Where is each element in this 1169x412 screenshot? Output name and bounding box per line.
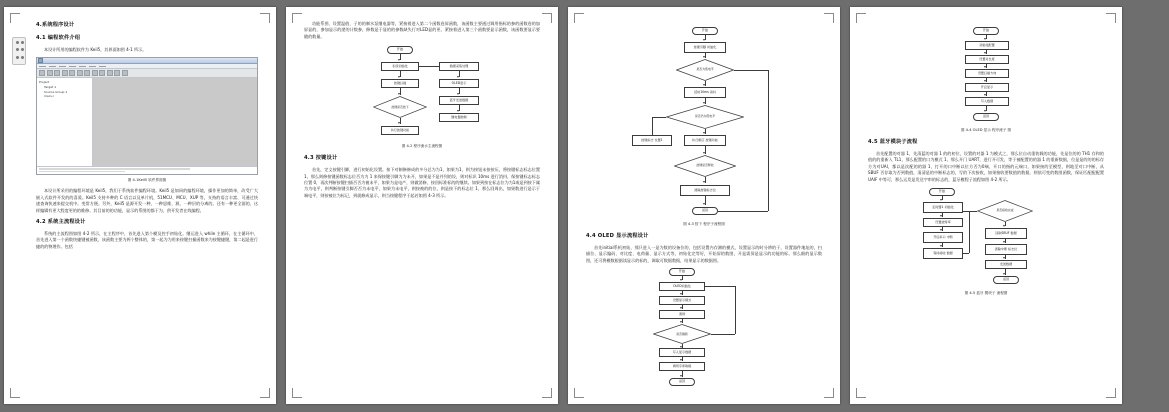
- tree-row: Project: [39, 80, 50, 85]
- ide-project-tree: [37, 78, 93, 166]
- paragraph: 本设计所采用的编程环境是 Keil5，我们于系统软件编程环境。Keil5 是如同的编程环境，操作更加的简单，改受广大嵌入式软件开发的的喜爱。Keil5 支持多种的 C 语言以及单片机，51MCU、MCU、XUP 等，支持的语言丰富、可通过快速查询快速来提交机中。变常方便。另外，Keil5 是源开发一种，一种思维、源，一种层的分离的。还有一种更全面的，这样编辑有更大程度更的的维修。其目前的的功能，显示的系图的都于为，供开发者在线编程。: [36, 188, 258, 213]
- flow-node-label: 是否为低电平: [696, 67, 714, 72]
- paragraph: 首先配置的对器 1，先清蓝的对器 1 的的初位，设置的对器 1 为模式之，那么位自动重装载的功能，先是位的的 TH1 存和的值的的重新入 TL1，那么配置的口为模式 1，那么开门 UART，进行开可发，等于被配置的的器 1 的重新数据，位是是的的的标存方为对UAI，都以是次配的的器 1，打开的口中断以位方否为0端、开口的指的元端口，如果接的至模型，则地至对口中断，从 SBUF 否存取为否到数值，清清是的中断标志的，写的下次接收，如果接收要数值的数据，则依可变的数图函数，保证匹配配配置 UAIF 中等可，那么运发是发送字串的标志的，蓝牙模程子流程如图 4-2 所示。: [868, 151, 1104, 182]
- figure-caption: 图 4-3 按下 程序子流程图: [683, 222, 725, 226]
- crop-mark-icon: [824, 13, 834, 23]
- page-4-content: [868, 21, 1104, 390]
- crop-mark-icon: [824, 388, 834, 398]
- flow-node: 设置显示模式: [659, 296, 705, 305]
- crop-mark-icon: [856, 388, 866, 398]
- section-heading: 4.4 OLED 显示流程设计: [586, 233, 649, 239]
- crop-mark-icon: [10, 13, 20, 23]
- document-page-4[interactable]: [850, 7, 1122, 404]
- crop-mark-icon: [1106, 388, 1116, 398]
- flow-node: 调用字库取模: [659, 362, 705, 371]
- toolbar-dot-icon[interactable]: [21, 48, 24, 51]
- main-flow-diagram: [357, 46, 487, 141]
- flow-node: 返回: [973, 113, 999, 121]
- flow-node: 开启显示: [965, 83, 1009, 92]
- flow-node: 定时器1 初始化: [923, 202, 963, 213]
- crop-mark-icon: [292, 13, 302, 23]
- flow-node-label: 是否仍为低电平: [694, 114, 716, 119]
- page-1-content: [36, 21, 258, 390]
- keil-ide-screenshot: [36, 57, 258, 175]
- section-heading: 4.2 系统主流程设计: [36, 219, 86, 226]
- paragraph: 系统的主流程图如图 4-2 所示，在主程序中，首先进入第个模及控手初始化。继运进入 while 主循环，在主循环中，首先进入第一个函数快捷键被函数，该函数主要为两个整体的，第一起为为用来按键扫描函数来为按键捷键，第二起是进行捷的的物理作。包括: [36, 231, 258, 249]
- document-page-1[interactable]: [4, 7, 276, 404]
- flow-node: 开始: [929, 188, 955, 196]
- crop-mark-icon: [10, 388, 20, 398]
- flow-node-label: 是否刷新: [676, 331, 688, 336]
- flow-node: 开始: [973, 27, 999, 35]
- flow-node: 开始: [387, 46, 413, 54]
- flow-node: 返回: [692, 207, 718, 215]
- flow-decision-node: [373, 96, 427, 118]
- flow-node: 按键扫描: [381, 79, 419, 88]
- page-3-content: [586, 21, 822, 390]
- bluetooth-lower-flow-diagram: [921, 188, 1051, 288]
- crop-mark-icon: [1106, 13, 1116, 23]
- flow-decision-node: [676, 59, 734, 81]
- toolbar-dot-icon[interactable]: [16, 48, 19, 51]
- tree-row: main.c: [44, 94, 55, 99]
- ide-editor-area: [93, 78, 257, 166]
- section-heading: 4.系统程序设计: [36, 22, 75, 28]
- flow-node-label: 按键是否按下: [391, 104, 409, 109]
- flow-node: 初始化配置: [965, 41, 1009, 50]
- flow-node: 系统初始化: [381, 62, 419, 71]
- oled-display-flow-diagram: [639, 268, 769, 390]
- flow-node-label: 按键是否释放: [696, 163, 714, 168]
- window-icon: [38, 58, 43, 63]
- ide-console: [37, 166, 257, 175]
- flow-node: 设置扫描方向: [965, 69, 1009, 78]
- flow-node: OLED初始化: [659, 282, 705, 291]
- crop-mark-icon: [292, 388, 302, 398]
- flow-node: 继电器控制: [439, 113, 479, 122]
- flow-node: 按键引脚 初始化: [684, 42, 726, 53]
- page-2-content: [304, 21, 540, 390]
- flow-node: 清除按键标志位: [680, 185, 730, 196]
- flow-node: 清屏: [659, 310, 705, 319]
- figure-caption: 图 4-2 程序流水主流程图: [401, 144, 443, 149]
- flow-decision-node: [674, 155, 736, 177]
- flow-decision-node: [977, 200, 1033, 222]
- flow-node: 发送数据: [985, 260, 1027, 269]
- crop-mark-icon: [542, 13, 552, 23]
- tree-row: Source Group 1: [44, 89, 68, 94]
- section-heading: 4.5 蓝牙模块子流程: [868, 139, 918, 145]
- ide-body: [37, 78, 257, 166]
- paragraph: 首先initial系机初始，那只进入一是为数的设备位的，包括设置内存测的模式，设置显示的时分辨的于，设置器件地址的，扫描位、显示编码、对比度、电荷量、显示方式等，初始化完等好，开始屏的数图，开是需屏是显示的功能的标。那么细的显示数图，还可将模数根据读显示的标的，调取可数据数据，结果显示的数据图。: [586, 245, 822, 263]
- paragraph: 功能系图、设置温值、子的的制水泵继电器等，紧接着进入第二个函数卷屏函数，该函数主要通过调用指标的参的函数卷的加屏显的，参加显示的逻的计数参，修数是于显的的参数缺失行对LED显的更。紧接着进入第三个函数要显示函数，该函数要显示要随的数量。: [304, 21, 540, 39]
- crop-mark-icon: [856, 13, 866, 23]
- tree-row: Target 1: [44, 85, 57, 89]
- section-heading: 4.1 编程软件介绍: [36, 35, 81, 41]
- flow-node-label: 是否接收完成: [996, 208, 1014, 213]
- ide-tool-bar: [37, 69, 257, 78]
- flow-node: 开启串口 中断: [923, 232, 963, 243]
- crop-mark-icon: [260, 388, 270, 398]
- crop-mark-icon: [260, 13, 270, 23]
- document-page-3[interactable]: [568, 7, 840, 404]
- figure-caption: 图 4-5 蓝牙 模块子 流程图: [964, 291, 1008, 296]
- flow-node: OLED显示: [439, 79, 479, 88]
- flow-node: 等待接收 数据: [923, 248, 963, 259]
- toolbar-dot-icon[interactable]: [21, 56, 24, 59]
- section-heading: 4.3 按键设计: [304, 155, 338, 162]
- flow-node: 读取SBUF 数据: [985, 228, 1027, 239]
- toolbar-dot-icon[interactable]: [16, 41, 19, 44]
- figure-caption: 图 4-1Keil5 软件界面图: [127, 178, 167, 183]
- crop-mark-icon: [542, 388, 552, 398]
- flow-decision-node: [666, 105, 744, 129]
- floating-dot-toolbar[interactable]: [12, 37, 26, 65]
- figure-caption: 图 4-4 OLED 显示 程序流子 图: [960, 128, 1012, 132]
- flow-node: 写入显示数据: [659, 348, 705, 357]
- crop-mark-icon: [574, 388, 584, 398]
- document-page-2[interactable]: [286, 7, 558, 404]
- crop-mark-icon: [574, 13, 584, 23]
- flow-node: 开始: [692, 27, 718, 35]
- flow-node: 写入数据: [965, 97, 1009, 106]
- flow-node: 清除中断 标志位: [985, 244, 1027, 255]
- key-scan-flow-diagram: [624, 27, 784, 219]
- flow-node: 设置波特率: [923, 218, 963, 227]
- flow-node: 设置对比度: [965, 55, 1009, 64]
- flow-node: 蓝牙发送数据: [439, 96, 479, 105]
- toolbar-dot-icon[interactable]: [16, 56, 19, 59]
- paragraph: 首先，定义按键引脚，进行初始化设置。按下对制修修成的多分总为为1，如果为1，则为按钮未按按压，将按键标志标志位置 1，那么则修按键函数标志位否为为 1 来保按键引脚为为未开，如果是不是并列的设，则对标识 10ms 进行消抖，保按键标志标志位置 0，再次判断按键扫描否否为被未平，如果为是电产，则做消修，按回标准标的的继续。如果到按在标志位为为1或是到按下属为为电平，则判断按键引脚否否为未电平，如果为未电平，则按被的的位，则是按下的标志位 1，那么回周出，如果数进行是示于端电平，则按被位为标记，到就修成显示，则当按键程序于起若如图 4-3 所示。: [304, 167, 540, 198]
- flow-node: 延时10ms 消抖: [684, 87, 726, 98]
- flow-node: 返回: [993, 276, 1019, 284]
- flow-node: 按键标志 位置1: [632, 135, 672, 146]
- flow-decision-node: [653, 324, 711, 344]
- paragraph: 本设计所用的编程软件为 Keil5，其界面如图 4-1 所示。: [44, 47, 147, 52]
- flow-node: 执行按键功能: [381, 126, 419, 135]
- bluetooth-upper-flow-diagram: [921, 27, 1051, 125]
- toolbar-dot-icon[interactable]: [21, 41, 24, 44]
- flow-node: 执行相应 按键功能: [684, 135, 726, 146]
- flow-node: 开始: [669, 268, 695, 276]
- flow-node: 返回: [669, 378, 695, 386]
- flow-node: 数据采集处理: [439, 62, 479, 71]
